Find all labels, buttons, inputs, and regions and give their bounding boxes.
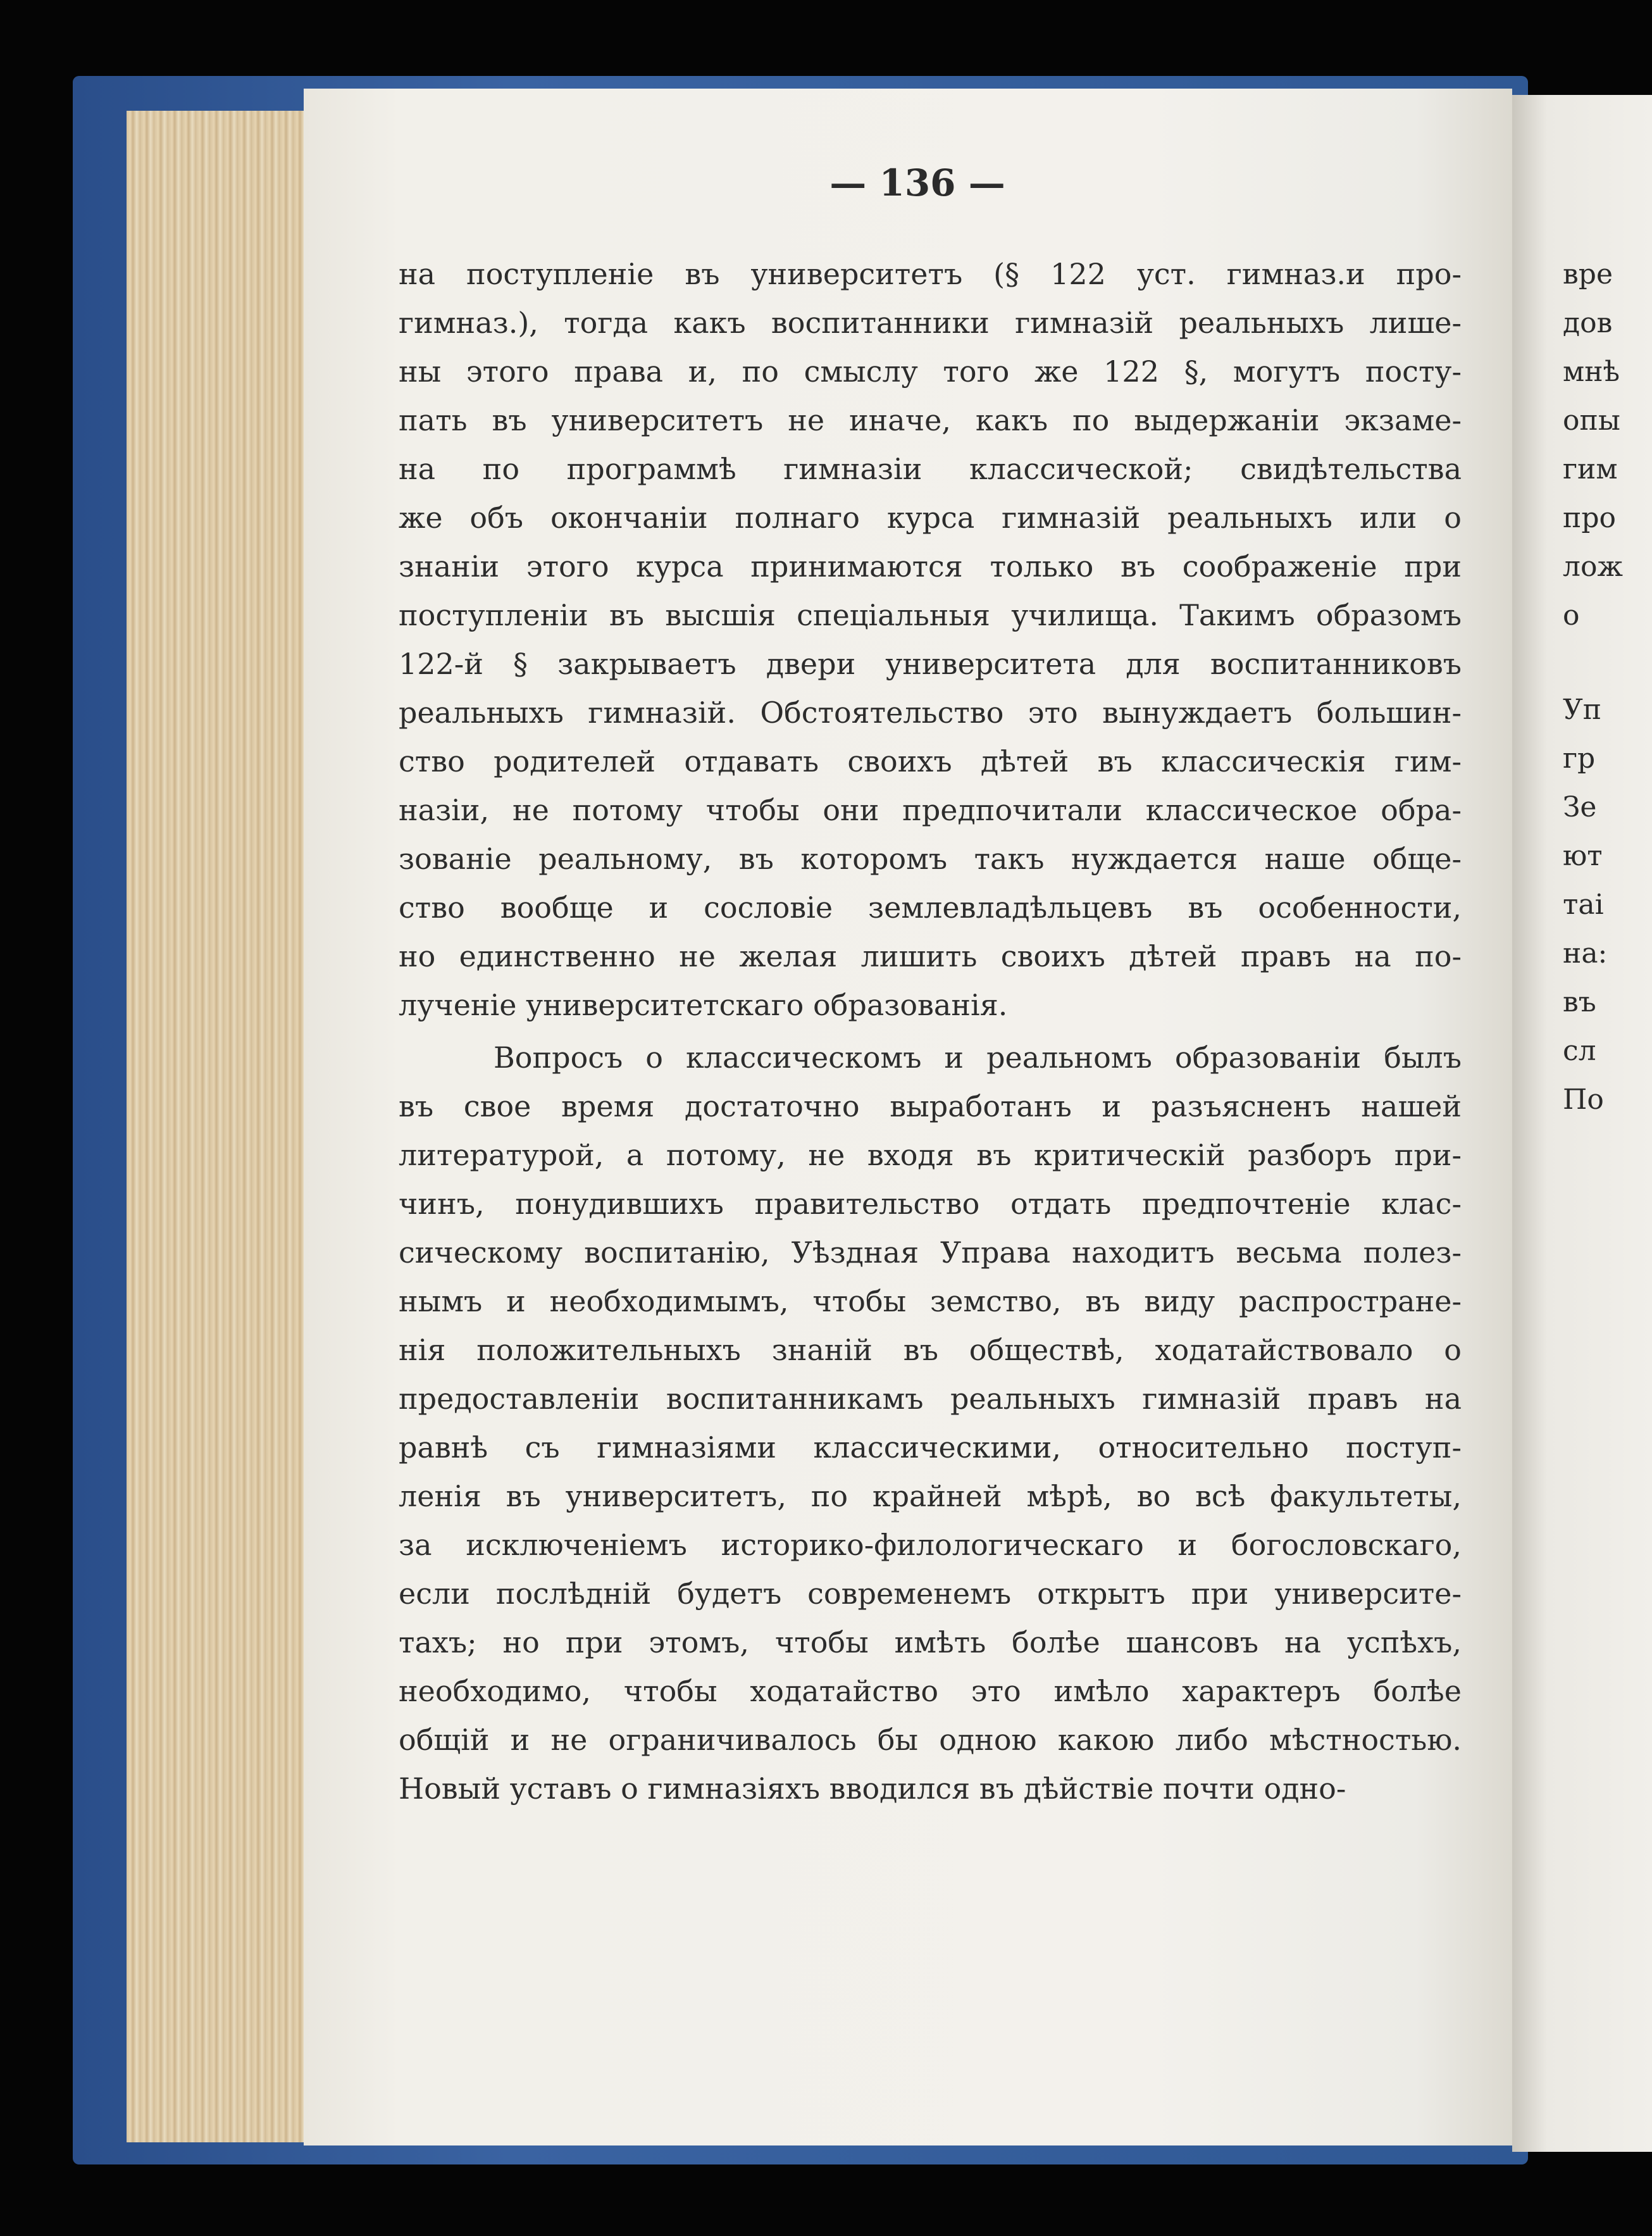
facing-page-gap <box>1563 640 1651 685</box>
facing-page-fragment: опы <box>1563 404 1620 437</box>
text-line: за исключеніемъ историко-филологическаго и богословскаго, <box>399 1528 1462 1562</box>
text-line: предоставленіи воспитанникамъ реальныхъ гимназій правъ на <box>399 1382 1462 1416</box>
facing-page-fragment: ют <box>1563 840 1603 872</box>
text-line: 122-й § закрываетъ двери университета для воспитанниковъ <box>399 647 1462 681</box>
facing-page-fragment: въ <box>1563 986 1596 1018</box>
facing-page-fragment: По <box>1563 1084 1604 1116</box>
text-line: сическому воспитанію, Уѣздная Управа находитъ весьма полез- <box>399 1235 1462 1270</box>
text-line: пать въ университетъ не иначе, какъ по выдержаніи экзаме- <box>399 403 1462 437</box>
facing-page-fragment: мнѣ <box>1563 356 1620 388</box>
text-line: гимназ.), тогда какъ воспитанники гимназій реальныхъ лише- <box>399 306 1462 340</box>
text-line: реальныхъ гимназій. Обстоятельство это вынуждаетъ большин- <box>399 696 1462 730</box>
facing-page-fragment: гр <box>1563 742 1596 775</box>
text-line: ство родителей отдавать своихъ дѣтей въ классическія гим- <box>399 744 1462 778</box>
text-line: ство вообще и сословіе землевладѣльцевъ въ особенности, <box>399 890 1462 925</box>
facing-page-fragment: Уп <box>1563 694 1602 726</box>
text-line: Вопросъ о классическомъ и реальномъ образованіи былъ <box>494 1040 1462 1075</box>
text-line: въ свое время достаточно выработанъ и разъясненъ нашей <box>399 1089 1462 1123</box>
text-line: общій и не ограничивалось бы одною какою либо мѣстностью. <box>399 1723 1462 1757</box>
text-line: зованіе реальному, въ которомъ такъ нуждается наше обще- <box>399 842 1462 876</box>
text-line: тахъ; но при этомъ, чтобы имѣть болѣе шансовъ на успѣхъ, <box>399 1625 1462 1659</box>
text-line: назіи, не потому чтобы они предпочитали классическое обра- <box>399 793 1462 827</box>
text-line: знаніи этого курса принимаются только въ соображеніе при <box>399 549 1462 584</box>
facing-page-fragment: дов <box>1563 307 1613 339</box>
facing-page-fragment: Зе <box>1563 791 1597 823</box>
facing-page-fragment: на: <box>1563 937 1608 970</box>
text-line: лученіе университетскаго образованія. <box>399 988 1008 1022</box>
page-number: — 136 — <box>829 161 1005 204</box>
text-line: поступленіи въ высшія спеціальныя училища. Такимъ образомъ <box>399 598 1462 632</box>
text-line: нымъ и необходимымъ, чтобы земство, въ виду распростране- <box>399 1284 1462 1318</box>
facing-page-fragment: лож <box>1563 551 1623 583</box>
text-line: же объ окончаніи полнаго курса гимназій реальныхъ или о <box>399 501 1462 535</box>
facing-page-fragment: о <box>1563 599 1580 632</box>
text-line: ленія въ университетъ, по крайней мѣрѣ, во всѣ факультеты, <box>399 1479 1462 1513</box>
text-line: литературой, а потому, не входя въ критическій разборъ при- <box>399 1138 1462 1172</box>
facing-page-fragment: про <box>1563 502 1616 534</box>
text-line: ны этого права и, по смыслу того же 122 §, могутъ посту- <box>399 354 1462 389</box>
facing-page-fragment: сл <box>1563 1035 1596 1067</box>
facing-page-text <box>1563 250 1651 1124</box>
text-line: чинъ, понудившихъ правительство отдать предпочтеніе клас- <box>399 1187 1462 1221</box>
page-edges <box>127 111 316 2142</box>
facing-page-fragment: вре <box>1563 258 1613 290</box>
text-line: если послѣдній будетъ современемъ открытъ при университе- <box>399 1577 1462 1611</box>
text-line: необходимо, чтобы ходатайство это имѣло характеръ болѣе <box>399 1674 1462 1708</box>
facing-page-fragment: таі <box>1563 889 1604 921</box>
text-line: нія положительныхъ знаній въ обществѣ, ходатайствовало о <box>399 1333 1462 1367</box>
text-line: на поступленіе въ университетъ (§ 122 уст. гимназ.и про- <box>399 257 1462 291</box>
text-line: но единственно не желая лишить своихъ дѣтей правъ на по- <box>399 939 1462 973</box>
text-line: Новый уставъ о гимназіяхъ вводился въ дѣйствіе почти одно- <box>399 1771 1346 1806</box>
facing-page-fragment: гим <box>1563 453 1618 485</box>
text-line: на по программѣ гимназіи классической; свидѣтельства <box>399 452 1462 486</box>
text-line: равнѣ съ гимназіями классическими, относительно поступ- <box>399 1430 1462 1465</box>
page-text <box>399 250 1462 1813</box>
